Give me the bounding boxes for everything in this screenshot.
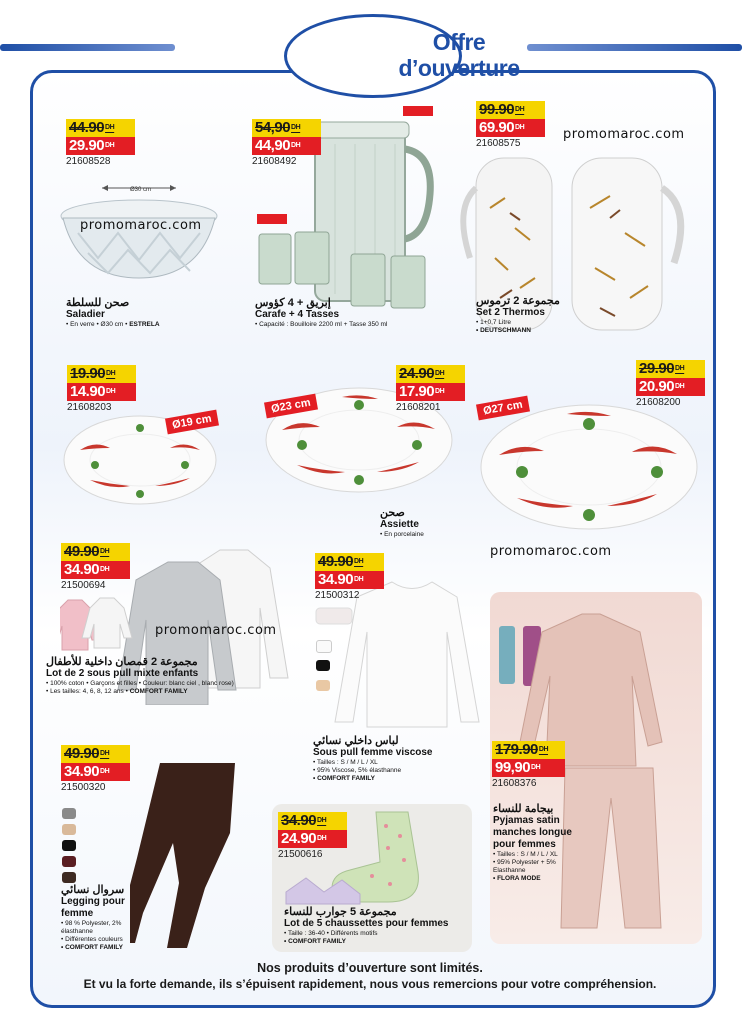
new-price: $24.90^{DH}$ (278, 830, 347, 848)
product-name-chaussettes: مجموعة 5 جوارب للنساء Lot de 5 chaussettes pour femmes • Taille : 36-40 • Différents motifs • COMFORT FAMILY (284, 906, 449, 945)
new-price: $34.90^{DH}$ (315, 571, 384, 589)
new-price: $14.90^{DH}$ (67, 383, 136, 401)
header-stripe-right (527, 44, 742, 51)
old-price: $34.90^{DH}$ (278, 812, 347, 830)
watermark: promomaroc.com (80, 218, 202, 233)
footer-notice-line-2: Et vu la forte demande, ils s’épuisent rapidement, nous vous remercions pour votre compréhension. (83, 977, 657, 991)
price-tag-sous-pull-femme (315, 553, 384, 601)
old-price: $44.90^{DH}$ (66, 119, 135, 137)
dimension-badge-27: Ø27 cm (476, 396, 530, 421)
badge-line-2: d’ouverture (398, 55, 520, 81)
price-tag-legging (61, 745, 130, 793)
product-code: 21608203 (67, 402, 112, 413)
product-code: 21608201 (396, 402, 441, 413)
price-tag-saladier (66, 119, 135, 167)
color-swatch (62, 824, 76, 835)
watermark: promomaroc.com (563, 127, 685, 142)
dimension-badge-23: Ø23 cm (264, 394, 318, 419)
old-price: $29.90^{DH}$ (636, 360, 705, 378)
new-price: $34.90^{DH}$ (61, 561, 130, 579)
badge-line-1: Offre (432, 29, 486, 55)
product-name-pyjamas: بيجامة للنساء Pyjamas satin manches longue pour femmes • Tailles : S / M / L / XL • 95% Polyester + 5% Elasthanne • FLORA MODE (493, 803, 572, 882)
color-swatch (62, 856, 76, 867)
color-swatch (316, 640, 332, 653)
offer-badge (284, 14, 520, 98)
dimension-badge-19: Ø19 cm (165, 410, 219, 435)
product-name-sous-pull-femme: لباس داخلي نسائي Sous pull femme viscose • Tailles : S / M / L / XL • 95% Viscose, 5% élasthanne • COMFORT FAMILY (313, 735, 433, 782)
product-code: 21608492 (252, 156, 297, 167)
old-price: $49.90^{DH}$ (315, 553, 384, 571)
product-code: 21500694 (61, 580, 106, 591)
header-stripe-left (0, 44, 175, 51)
price-tag-thermos (476, 101, 545, 149)
price-tag-pyjamas (492, 741, 565, 789)
new-price: $69.90^{DH}$ (476, 119, 545, 137)
new-price: $44,90^{DH}$ (252, 137, 321, 155)
old-price: $19.90^{DH}$ (67, 365, 136, 383)
product-code: 21608575 (476, 138, 521, 149)
color-swatch (62, 872, 76, 883)
product-name-legging: سروال نسائي Legging pour femme • 98 % Polyester, 2% élasthanne • Différentes couleurs • COMFORT FAMILY (61, 884, 125, 951)
price-tag-sous-pull-enfants (61, 543, 130, 591)
product-name-thermos: مجموعة 2 ترموس Set 2 Thermos • 1+0,7 Litre • DEUTSCHMANN (476, 295, 560, 334)
new-price: $34.90^{DH}$ (61, 763, 130, 781)
new-price: $29.90^{DH}$ (66, 137, 135, 155)
legging-image (130, 755, 245, 955)
color-swatch (62, 840, 76, 851)
product-name-assiette: صحن Assiette • En porcelaine (380, 507, 424, 538)
product-name-carafe: إبريق + 4 كؤوس Carafe + 4 Tasses • Capacité : Bouilloire 2200 ml + Tasse 350 ml (255, 297, 388, 328)
old-price: $54,90^{DH}$ (252, 119, 321, 137)
new-price: $17.90^{DH}$ (396, 383, 465, 401)
product-code: 21608376 (492, 778, 537, 789)
svg-text:Ø30 cm: Ø30 cm (130, 187, 152, 193)
color-swatch (62, 808, 76, 819)
new-price: $99,90^{DH}$ (492, 759, 565, 777)
color-swatch (316, 660, 330, 671)
product-code: 21608200 (636, 397, 681, 408)
watermark: promomaroc.com (490, 544, 612, 559)
price-tag-chaussettes (278, 812, 347, 860)
product-name-saladier: صحن للسلطة Saladier • En verre • Ø30 cm • ESTRELA (66, 297, 160, 328)
old-price: $24.90^{DH}$ (396, 365, 465, 383)
watermark: promomaroc.com (155, 623, 277, 638)
color-swatch (316, 680, 330, 691)
footer-notice-line-1: Nos produits d’ouverture sont limités. (257, 961, 483, 975)
new-price: $20.90^{DH}$ (636, 378, 705, 396)
product-code: 21500320 (61, 782, 106, 793)
old-price: $49.90^{DH}$ (61, 745, 130, 763)
product-code: 21500616 (278, 849, 323, 860)
product-code: 21500312 (315, 590, 360, 601)
product-code: 21608528 (66, 156, 111, 167)
price-tag-assiette-27 (636, 360, 705, 408)
old-price: $49.90^{DH}$ (61, 543, 130, 561)
plate-27-image (477, 400, 702, 535)
old-price: $99.90^{DH}$ (476, 101, 545, 119)
price-tag-carafe (252, 119, 321, 167)
old-price: $179.90^{DH}$ (492, 741, 565, 759)
price-tag-assiette-23 (396, 365, 465, 413)
product-name-sous-pull-enfants: مجموعة 2 قمصان داخلية للأطفال Lot de 2 sous pull mixte enfants • 100% coton • Garçons et filles • Couleur: blanc ciel , blanc rose) • Les tailles: 4, 6, 8, 12 ans • COMFORT FAMILY (46, 656, 234, 695)
price-tag-assiette-19 (67, 365, 136, 413)
